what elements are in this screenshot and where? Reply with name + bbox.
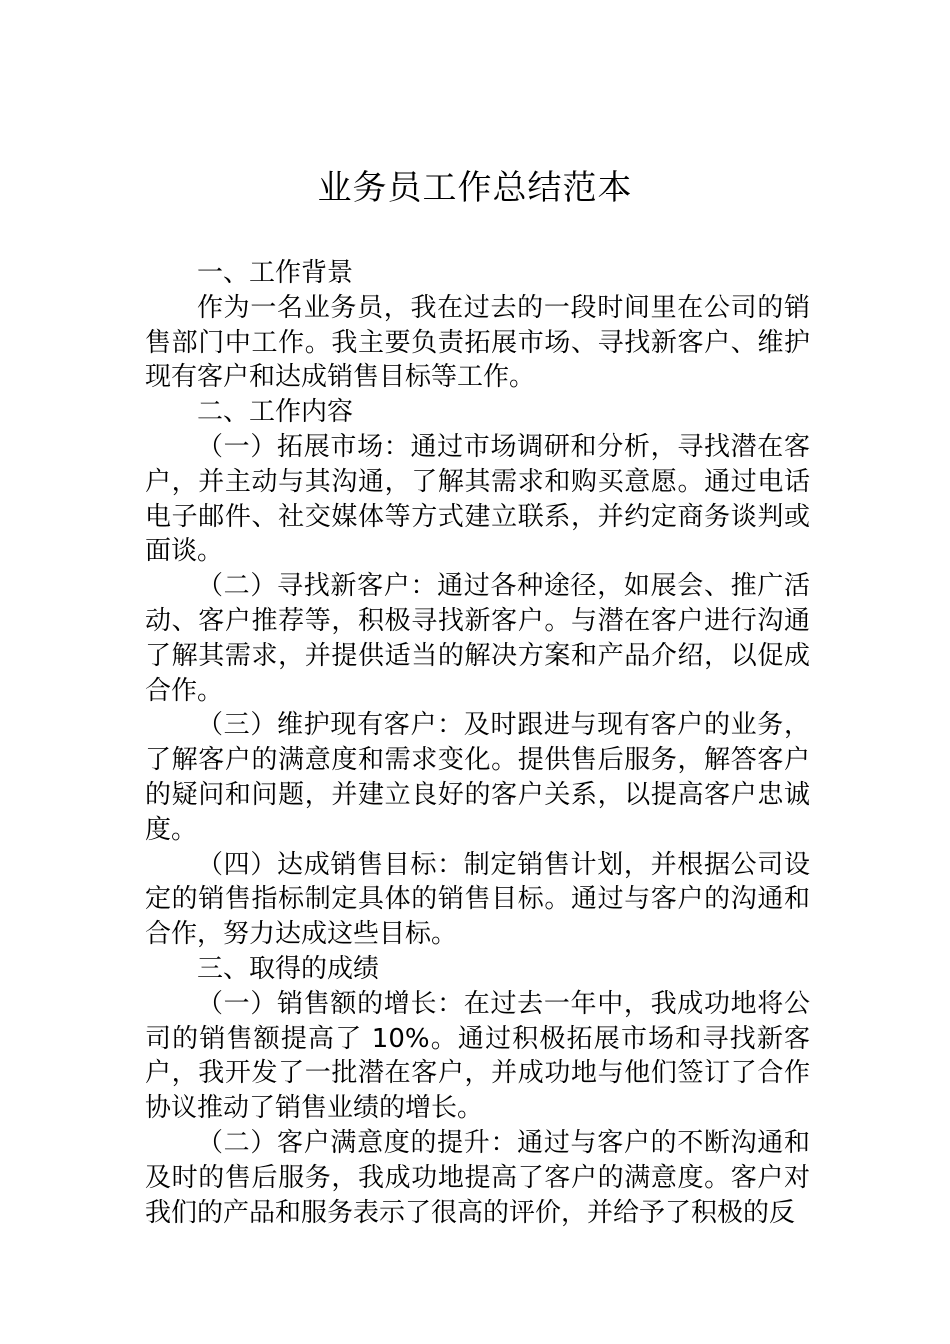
section-heading-work-content: 二、工作内容 <box>197 397 354 428</box>
paragraph-background: 作为一名业务员，我在过去的一段时间里在公司的销售部门中工作。我主要负责拓展市场、寻找新客户、维护现有客户和达成销售目标等工作。 <box>145 292 810 393</box>
page-title: 业务员工作总结范本 <box>317 168 633 208</box>
section-heading-achievements: 三、取得的成绩 <box>197 953 380 984</box>
paragraph-existing-customers: （三）维护现有客户：及时跟进与现有客户的业务，了解客户的满意度和需求变化。提供售后服务，解答客户的疑问和问题，并建立良好的客户关系，以提高客户忠诚度。 <box>145 710 810 845</box>
document-body <box>145 256 810 1230</box>
paragraph-sales-targets: （四）达成销售目标：制定销售计划，并根据公司设定的销售指标制定具体的销售目标。通过与客户的沟通和合作，努力达成这些目标。 <box>145 849 810 950</box>
paragraph-sales-growth: （一）销售额的增长：在过去一年中，我成功地将公司的销售额提高了 10%。通过积极拓展市场和寻找新客户，我开发了一批潜在客户，并成功地与他们签订了合作协议推动了销售业绩的增长。 <box>145 988 810 1124</box>
paragraph-customer-satisfaction: （二）客户满意度的提升：通过与客户的不断沟通和及时的售后服务，我成功地提高了客户的满意度。客户对我们的产品和服务表示了很高的评价，并给予了积极的反 <box>145 1127 810 1228</box>
paragraph-new-customers: （二）寻找新客户：通过各种途径，如展会、推广活动、客户推荐等，积极寻找新客户。与潜在客户进行沟通了解其需求，并提供适当的解决方案和产品介绍，以促成合作。 <box>145 571 810 706</box>
section-heading-background: 一、工作背景 <box>197 258 354 288</box>
paragraph-market-expansion: （一）拓展市场：通过市场调研和分析，寻找潜在客户，并主动与其沟通，了解其需求和购买意愿。通过电话电子邮件、社交媒体等方式建立联系，并约定商务谈判或面谈。 <box>145 431 810 567</box>
